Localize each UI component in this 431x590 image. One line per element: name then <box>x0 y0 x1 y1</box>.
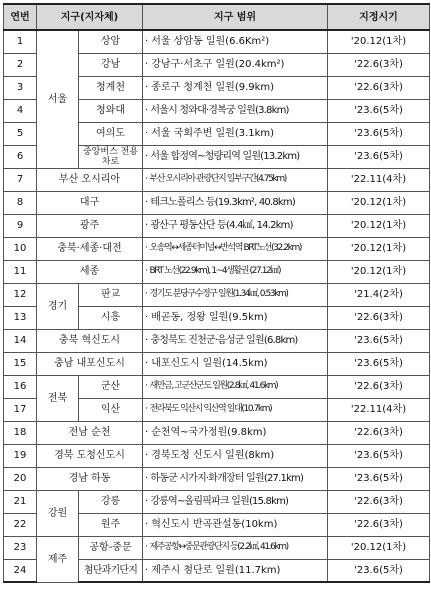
row-range-text: 경북도청 신도시 일원(8km) <box>151 450 275 461</box>
row-district: 원주 <box>79 513 143 536</box>
row-district: 강릉 <box>79 490 143 513</box>
row-range-text: 종로구 청계천 일원(9.9km) <box>151 82 275 93</box>
row-no: 10 <box>4 237 37 260</box>
table-row <box>4 329 430 352</box>
table-row <box>4 467 430 490</box>
table-row <box>4 444 430 467</box>
row-range-text: 광산구 평동산단 등(4.4㎢, 14.2km) <box>150 220 293 231</box>
row-range-text: 순천역~국가정원(9.8km) <box>151 427 267 438</box>
row-date: '22.11(4차) <box>328 398 430 421</box>
row-district: 여의도 <box>79 122 143 145</box>
row-no: 21 <box>4 490 37 513</box>
row-district: 강남 <box>79 53 143 76</box>
row-range: · 서울 국회주변 일원(3.1km) <box>143 122 328 145</box>
group-gangwon: 강원 <box>37 490 79 536</box>
table-row <box>4 421 430 444</box>
row-district: 공항-중문 <box>79 536 143 559</box>
row-date: '20.12(1차) <box>328 237 430 260</box>
row-no: 5 <box>4 122 37 145</box>
row-no: 14 <box>4 329 37 352</box>
row-date: '20.12(1차) <box>328 214 430 237</box>
row-no: 6 <box>4 145 37 168</box>
group-jeonbuk: 전북 <box>37 375 79 421</box>
row-date: '22.11(4차) <box>328 168 430 191</box>
row-date: '23.6(5차) <box>328 329 430 352</box>
group-seoul: 서울 <box>37 30 79 168</box>
row-no: 1 <box>4 30 37 53</box>
row-district: 첨단과기단지 <box>79 559 143 582</box>
row-no: 4 <box>4 99 37 122</box>
table-header-row <box>4 4 430 30</box>
row-district: 충북·세종·대전 <box>37 237 143 260</box>
table-row <box>4 168 430 191</box>
row-district: 대구 <box>37 191 143 214</box>
row-range: · 경북도청 신도시 일원(8km) <box>143 444 328 467</box>
row-no: 8 <box>4 191 37 214</box>
row-date: '23.6(5차) <box>328 467 430 490</box>
row-district: 청와대 <box>79 99 143 122</box>
row-no: 19 <box>4 444 37 467</box>
row-date: '22.6(3차) <box>328 306 430 329</box>
row-district: 상암 <box>79 30 143 53</box>
row-no: 16 <box>4 375 37 398</box>
row-range-text: 강남구·서초구 일원(20.4km²) <box>151 59 285 70</box>
row-range-text: 전라북도 익산시 익산역 일대(10.7km) <box>149 404 272 414</box>
row-date: '21.4(2차) <box>328 283 430 306</box>
row-date: '20.12(1차) <box>328 260 430 283</box>
row-range-text: 서울 합정역~청량리역 일원(13.2km) <box>150 151 300 162</box>
row-range-text: 내포신도시 일원(14.5km) <box>151 358 268 369</box>
row-no: 12 <box>4 283 37 306</box>
row-no: 11 <box>4 260 37 283</box>
group-gyeonggi: 경기 <box>37 283 79 329</box>
row-date: '22.6(3차) <box>328 375 430 398</box>
row-no: 20 <box>4 467 37 490</box>
row-date: '23.6(5차) <box>328 145 430 168</box>
row-date: '23.6(5차) <box>328 444 430 467</box>
row-no: 23 <box>4 536 37 559</box>
row-range-text: 배곧동, 정왕 일원(9.5km) <box>151 312 268 323</box>
row-range: · BRT 노선(22.9km), 1~4생활권 (27.12㎢) <box>143 260 328 283</box>
row-district: 부산 오시리아 <box>37 168 143 191</box>
row-no: 18 <box>4 421 37 444</box>
row-range: · 내포신도시 일원(14.5km) <box>143 352 328 375</box>
table-row <box>4 490 430 513</box>
row-range: · 서울 합정역~청량리역 일원(13.2km) <box>143 145 328 168</box>
row-no: 24 <box>4 559 37 582</box>
row-range-text: 테크노폴리스 등(19.3km², 40.8km) <box>150 197 295 208</box>
row-range: · 경기도 분당구수정구 일원(1.34㎢, 0.53km) <box>143 283 328 306</box>
header-no: 연번 <box>4 4 37 30</box>
row-range: · 전라북도 익산시 익산역 일대(10.7km) <box>143 398 328 421</box>
row-no: 3 <box>4 76 37 99</box>
table-row <box>4 260 430 283</box>
row-range: · 제주공항↔중문관광단지 등(2.2㎢, 41.6km) <box>143 536 328 559</box>
row-range: · 새만금, 고군산군도 일원(2.8㎢, 41.6km) <box>143 375 328 398</box>
row-district: 군산 <box>79 375 143 398</box>
table-row <box>4 30 430 53</box>
row-district: 충북 혁신도시 <box>37 329 143 352</box>
header-date: 지정시기 <box>328 4 430 30</box>
row-date: '22.6(3차) <box>328 421 430 444</box>
table-row <box>4 352 430 375</box>
row-range: · 강릉역~올림픽파크 일원(15.8km) <box>143 490 328 513</box>
row-date: '20.12(1차) <box>328 536 430 559</box>
row-range-text: 제주공항↔중문관광단지 등(2.2㎢, 41.6km) <box>149 542 288 552</box>
row-date: '23.6(5차) <box>328 122 430 145</box>
row-no: 9 <box>4 214 37 237</box>
row-range: · 충청북도 진천군·음성군 일원(6.8km) <box>143 329 328 352</box>
row-date: '22.6(3차) <box>328 513 430 536</box>
row-district: 판교 <box>79 283 143 306</box>
table-row <box>4 536 430 559</box>
row-range: · 배곧동, 정왕 일원(9.5km) <box>143 306 328 329</box>
row-range: · 혁신도시 반곡관설동(10km) <box>143 513 328 536</box>
row-date: '23.6(5차) <box>328 559 430 582</box>
row-district: 경북 도청신도시 <box>37 444 143 467</box>
row-date: '22.6(3차) <box>328 490 430 513</box>
row-date: '20.12(1차) <box>328 191 430 214</box>
row-range-text: 충청북도 진천군·음성군 일원(6.8km) <box>150 335 298 346</box>
row-district: 중앙버스 전용차로 <box>79 145 143 168</box>
table-row <box>4 214 430 237</box>
row-no: 22 <box>4 513 37 536</box>
row-no: 2 <box>4 53 37 76</box>
row-range: · 서울 상암동 일원(6.6Km²) <box>143 30 328 53</box>
zones-table-wrapper <box>3 3 430 583</box>
row-district: 경남 하동 <box>37 467 143 490</box>
row-range: · 종로구 청계천 일원(9.9km) <box>143 76 328 99</box>
row-range: · 서울시 청와대·경복궁 일원(3.8km) <box>143 99 328 122</box>
row-range-text: 서울시 청와대·경복궁 일원(3.8km) <box>150 105 289 116</box>
row-range: · 오송역↔세종터미널↔반석역 BRT노선(32.2km) <box>143 237 328 260</box>
row-range: · 테크노폴리스 등(19.3km², 40.8km) <box>143 191 328 214</box>
row-range: · 부산 오시리아 관광단지 일부구간(4.75km) <box>143 168 328 191</box>
row-range-text: 부산 오시리아 관광단지 일부구간(4.75km) <box>149 174 286 184</box>
table-row <box>4 375 430 398</box>
row-date: '22.6(3차) <box>328 53 430 76</box>
row-district: 전남 순천 <box>37 421 143 444</box>
row-range: · 제주시 첨단로 일원(11.7km) <box>143 559 328 582</box>
row-no: 13 <box>4 306 37 329</box>
autonomous-zone-table <box>3 3 430 583</box>
row-range: · 광산구 평동산단 등(4.4㎢, 14.2km) <box>143 214 328 237</box>
row-date: '20.12(1차) <box>328 30 430 53</box>
row-date: '23.6(5차) <box>328 99 430 122</box>
row-range-text: 오송역↔세종터미널↔반석역 BRT노선(32.2km) <box>149 243 301 253</box>
row-date: '22.6(3차) <box>328 76 430 99</box>
row-range-text: BRT 노선(22.9km), 1~4생활권 (27.12㎢) <box>149 266 281 276</box>
row-range-text: 서울 국회주변 일원(3.1km) <box>151 128 275 139</box>
table-row <box>4 191 430 214</box>
row-range-text: 새만금, 고군산군도 일원(2.8㎢, 41.6km) <box>149 381 278 391</box>
row-district: 시흥 <box>79 306 143 329</box>
row-district: 익산 <box>79 398 143 421</box>
row-range: · 강남구·서초구 일원(20.4km²) <box>143 53 328 76</box>
row-range-text: 하동군 시가지·화개장터 일원(27.1km) <box>150 473 304 484</box>
row-no: 17 <box>4 398 37 421</box>
row-range-text: 경기도 분당구수정구 일원(1.34㎢, 0.53km) <box>149 289 288 299</box>
row-range: · 순천역~국가정원(9.8km) <box>143 421 328 444</box>
table-row <box>4 237 430 260</box>
row-district: 청계천 <box>79 76 143 99</box>
row-range-text: 제주시 첨단로 일원(11.7km) <box>151 564 281 576</box>
row-date: '23.6(5차) <box>328 352 430 375</box>
row-range-text: 서울 상암동 일원(6.6Km²) <box>151 36 270 48</box>
header-district: 지구(지자체) <box>37 4 143 30</box>
row-district: 충남 내포신도시 <box>37 352 143 375</box>
row-range-text: 강릉역~올림픽파크 일원(15.8km) <box>150 496 289 507</box>
row-district: 광주 <box>37 214 143 237</box>
table-row <box>4 283 430 306</box>
group-jeju: 제주 <box>37 536 79 582</box>
row-range: · 하동군 시가지·화개장터 일원(27.1km) <box>143 467 328 490</box>
row-no: 7 <box>4 168 37 191</box>
row-no: 15 <box>4 352 37 375</box>
row-district: 세종 <box>37 260 143 283</box>
row-range-text: 혁신도시 반곡관설동(10km) <box>151 519 278 530</box>
header-range: 지구 범위 <box>143 4 328 30</box>
